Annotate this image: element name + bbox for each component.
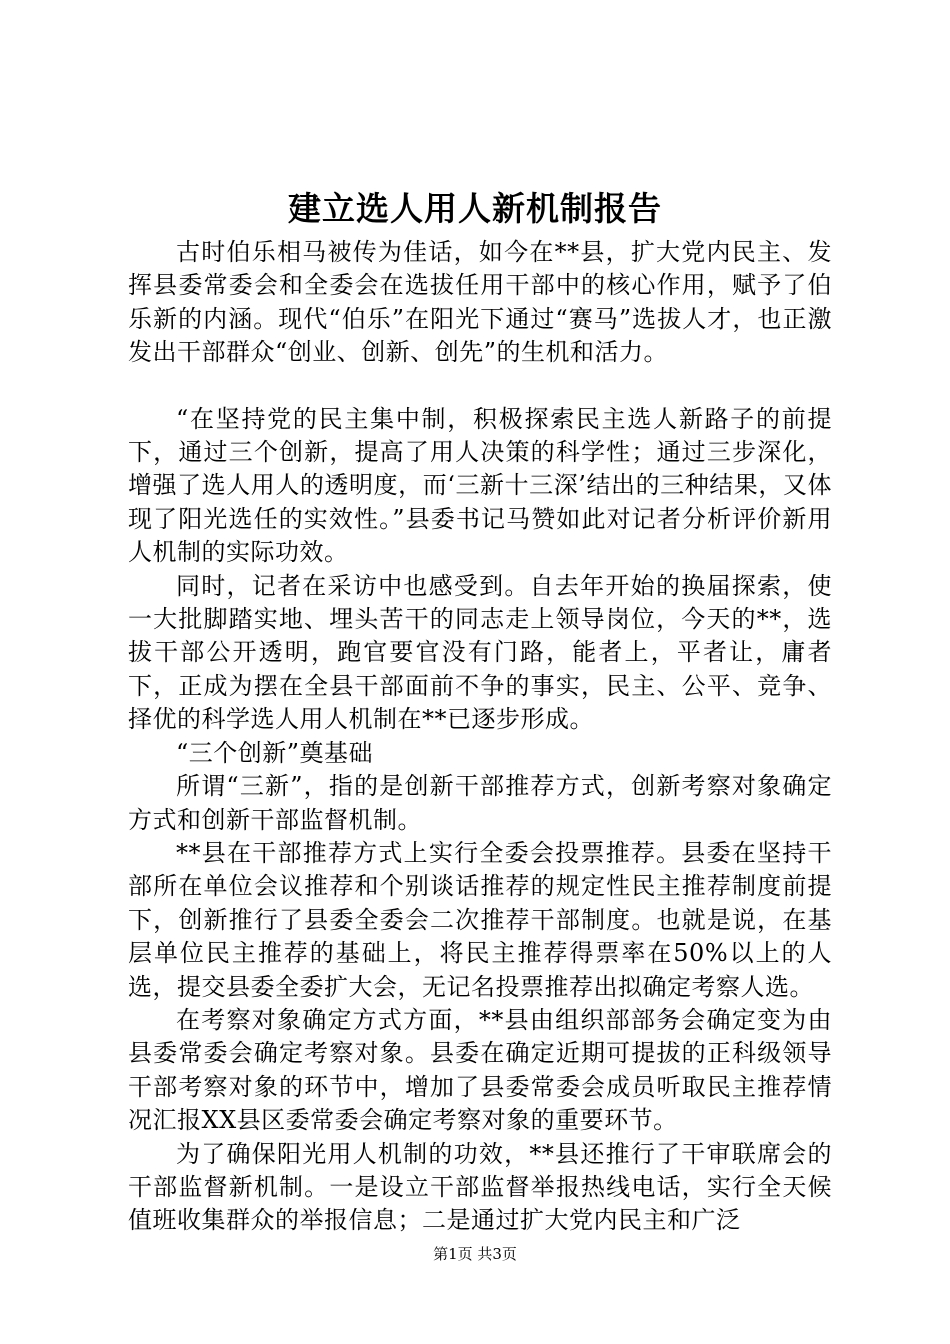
paragraph-three-new: 所谓“三新”，指的是创新干部推荐方式，创新考察对象确定方式和创新干部监督机制。: [128, 772, 832, 834]
section-heading: “三个创新”奠基础: [176, 738, 374, 767]
paragraph-intro: 古时伯乐相马被传为佳话，如今在**县，扩大党内民主、发挥县委常委会和全委会在选拔任用干部中的核心作用，赋予了伯乐新的内涵。现代“伯乐”在阳光下通过“赛马”选拔人才，也正激发出干部群众“创业、创新、创先”的生机和活力。: [128, 238, 832, 367]
paragraph-candidate-selection: 在考察对象确定方式方面，**县由组织部部务会确定变为由县委常委会确定考察对象。县委在确定近期可提拔的正科级领导干部考察对象的环节中，增加了县委常委会成员听取民主推荐情况汇报XX县区委常委会确定考察对象的重要环节。: [128, 1005, 832, 1135]
paragraph-observation: 同时，记者在采访中也感受到。自去年开始的换届探索，使一大批脚踏实地、埋头苦干的同志走上领导岗位，今天的**，选拔干部公开透明，跑官要官没有门路，能者上，平者让，庸者下，正成为摆在全县干部面前不争的事实，民主、公平、竞争、择优的科学选人用人机制在**已逐步形成。: [128, 571, 832, 734]
paragraph-recommendation: **县在干部推荐方式上实行全委会投票推荐。县委在坚持干部所在单位会议推荐和个别谈话推荐的规定性民主推荐制度前提下，创新推行了县委全委会二次推荐干部制度。也就是说，在基层单位民主推荐的基础上，将民主推荐得票率在50%以上的人选，提交县委全委扩大会，无记名投票推荐出拟确定考察人选。: [128, 838, 832, 1001]
paragraph-quote: “在坚持党的民主集中制，积极探索民主选人新路子的前提下，通过三个创新，提高了用人决策的科学性；通过三步深化，增强了选人用人的透明度，而‘三新十三深’结出的三种结果，又体现了阳光选任的实效性。”县委书记马赞如此对记者分析评价新用人机制的实际功效。: [128, 404, 832, 567]
document-body: [128, 236, 832, 1238]
page-footer: 第1页 共3页: [433, 1245, 517, 1263]
document-title: 建立选人用人新机制报告: [288, 189, 662, 228]
paragraph-supervision: 为了确保阳光用人机制的功效，**县还推行了干审联席会的干部监督新机制。一是设立干部监督举报热线电话，实行全天候值班收集群众的举报信息；二是通过扩大党内民主和广泛: [128, 1139, 832, 1235]
paragraph-gap: [128, 370, 832, 403]
